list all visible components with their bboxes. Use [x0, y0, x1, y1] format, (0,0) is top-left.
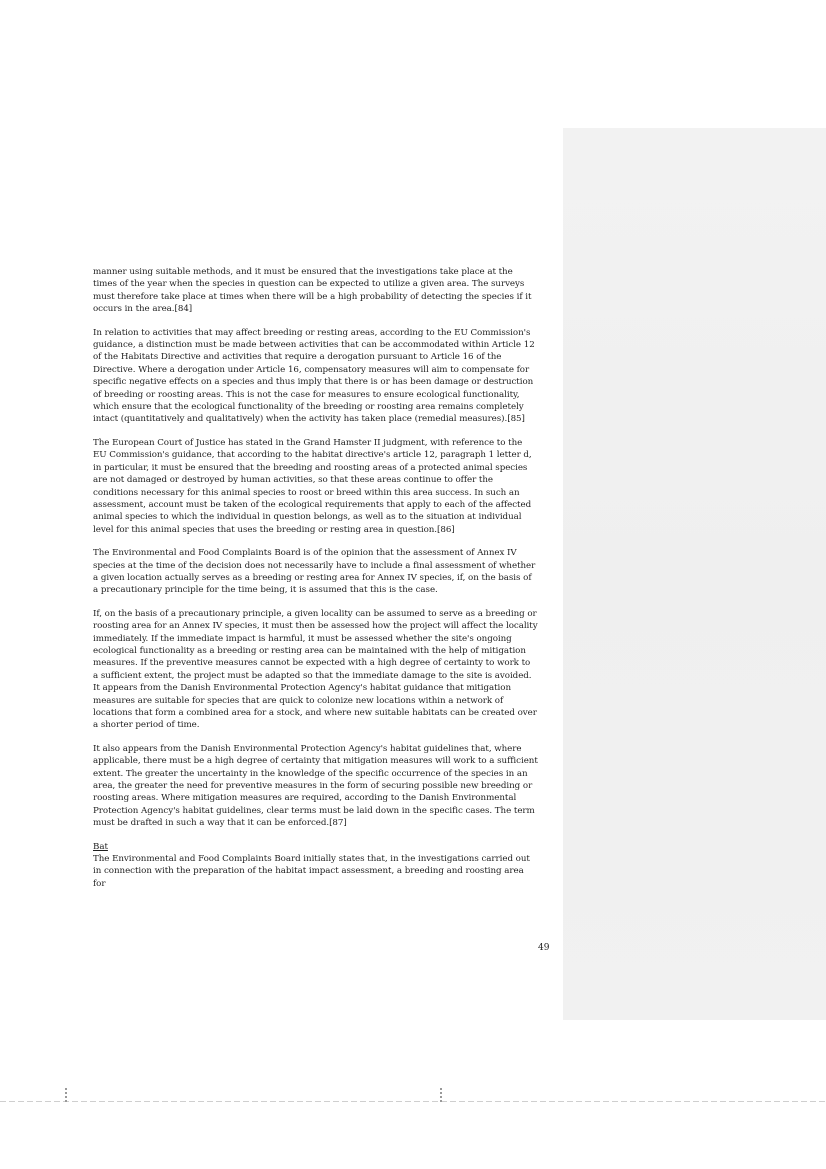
paragraph-annex-iv-assessment: The Environmental and Food Complaints Board is of the opinion that the assessment of Annex IV species at the time of the decision does not necessarily have to include a final assessment of whether a given location actually serves as a breeding or resting area for Annex IV species, if, on the basis of a precautionary principle for the time being, it is assumed that this is the case. [93, 548, 536, 596]
scan-artifact-line [0, 1101, 826, 1102]
section-heading-bat: Bat [93, 841, 108, 852]
paragraph-mitigation-certainty: It also appears from the Danish Environmental Protection Agency's habitat guidelines that, where applicable, there must be a high degree of certainty that mitigation measures will work to a sufficient extent. The greater the uncertainty in the knowledge of the specific occurrence of the species in an area, the greater the need for preventive measures in the form of securing possible new breeding or roosting areas. Where mitigation measures are required, according to the Danish Environmental Protection Agency's habitat guidelines, clear terms must be laid down in the specific cases. The term must be drafted in such a way that it can be enforced.[87] [93, 743, 538, 829]
paragraph-precautionary-principle: If, on the basis of a precautionary principle, a given locality can be assumed to serve as a breeding or roosting area for an Annex IV species, it must then be assessed how the project will affect the locality immediately. If the immediate impact is harmful, it must be assessed whether the site's ongoing ecological functionality as a breeding or resting area can be maintained with the help of mitigation measures. If the preventive measures cannot be expected with a high degree of certainty to work to a sufficient extent, the project must be adapted so that the immediate damage to the site is avoided. It appears from the Danish Environmental Protection Agency's habitat guidance that mitigation measures are suitable for species that are quick to colonize new locations within a network of locations that form a combined area for a stock, and where new suitable habitats can be created over a shorter period of time. [93, 608, 538, 731]
paragraph-grand-hamster: The European Court of Justice has stated in the Grand Hamster II judgment, with reference to the EU Commission's guidance, that according to the habitat directive's article 12, paragraph 1 letter d, in particular, it must be ensured that the breeding and roosting areas of a protected animal species are not damaged or destroyed by human activities, so that these areas continue to offer the conditions necessary for this animal species to roost or breed within this area success. In such an assessment, account must be taken of the ecological requirements that apply to each of the affected animal species to which the individual in question belongs, as well as to the situation at individual level for this animal species that uses the breeding or resting area in question.[86] [93, 437, 532, 535]
scan-shadow [563, 128, 826, 1020]
scan-artifact-mark-left [65, 1088, 67, 1102]
paragraph-survey-timing: manner using suitable methods, and it must be ensured that the investigations take place at the times of the year when the species in question can be expected to utilize a given area. The surveys must therefore take place at times when there will be a high probability of detecting the species if it occurs in the area.[84] [93, 267, 532, 315]
paragraph-bat: The Environmental and Food Complaints Board initially states that, in the investigations carried out in connection with the preparation of the habitat impact assessment, a breeding and roosting area for [93, 854, 530, 889]
scan-artifact-mark-center [440, 1088, 442, 1102]
page-number: 49 [538, 943, 550, 953]
paragraph-derogation: In relation to activities that may affect breeding or resting areas, according to the EU Commission's guidance, a distinction must be made between activities that can be accommodated within Article 12 of the Habitats Directive and activities that require a derogation pursuant to Article 16 of the Directive. Where a derogation under Article 16, compensatory measures will aim to compensate for specific negative effects on a species and thus imply that there is or has been damage or destruction of breeding or roosting areas. This is not the case for measures to ensure ecological functionality, which ensure that the ecological functionality of the breeding or roosting area remains completely intact (quantitatively and qualitatively) when the activity has taken place (remedial measures).[85] [93, 327, 535, 425]
document-body [93, 266, 538, 901]
